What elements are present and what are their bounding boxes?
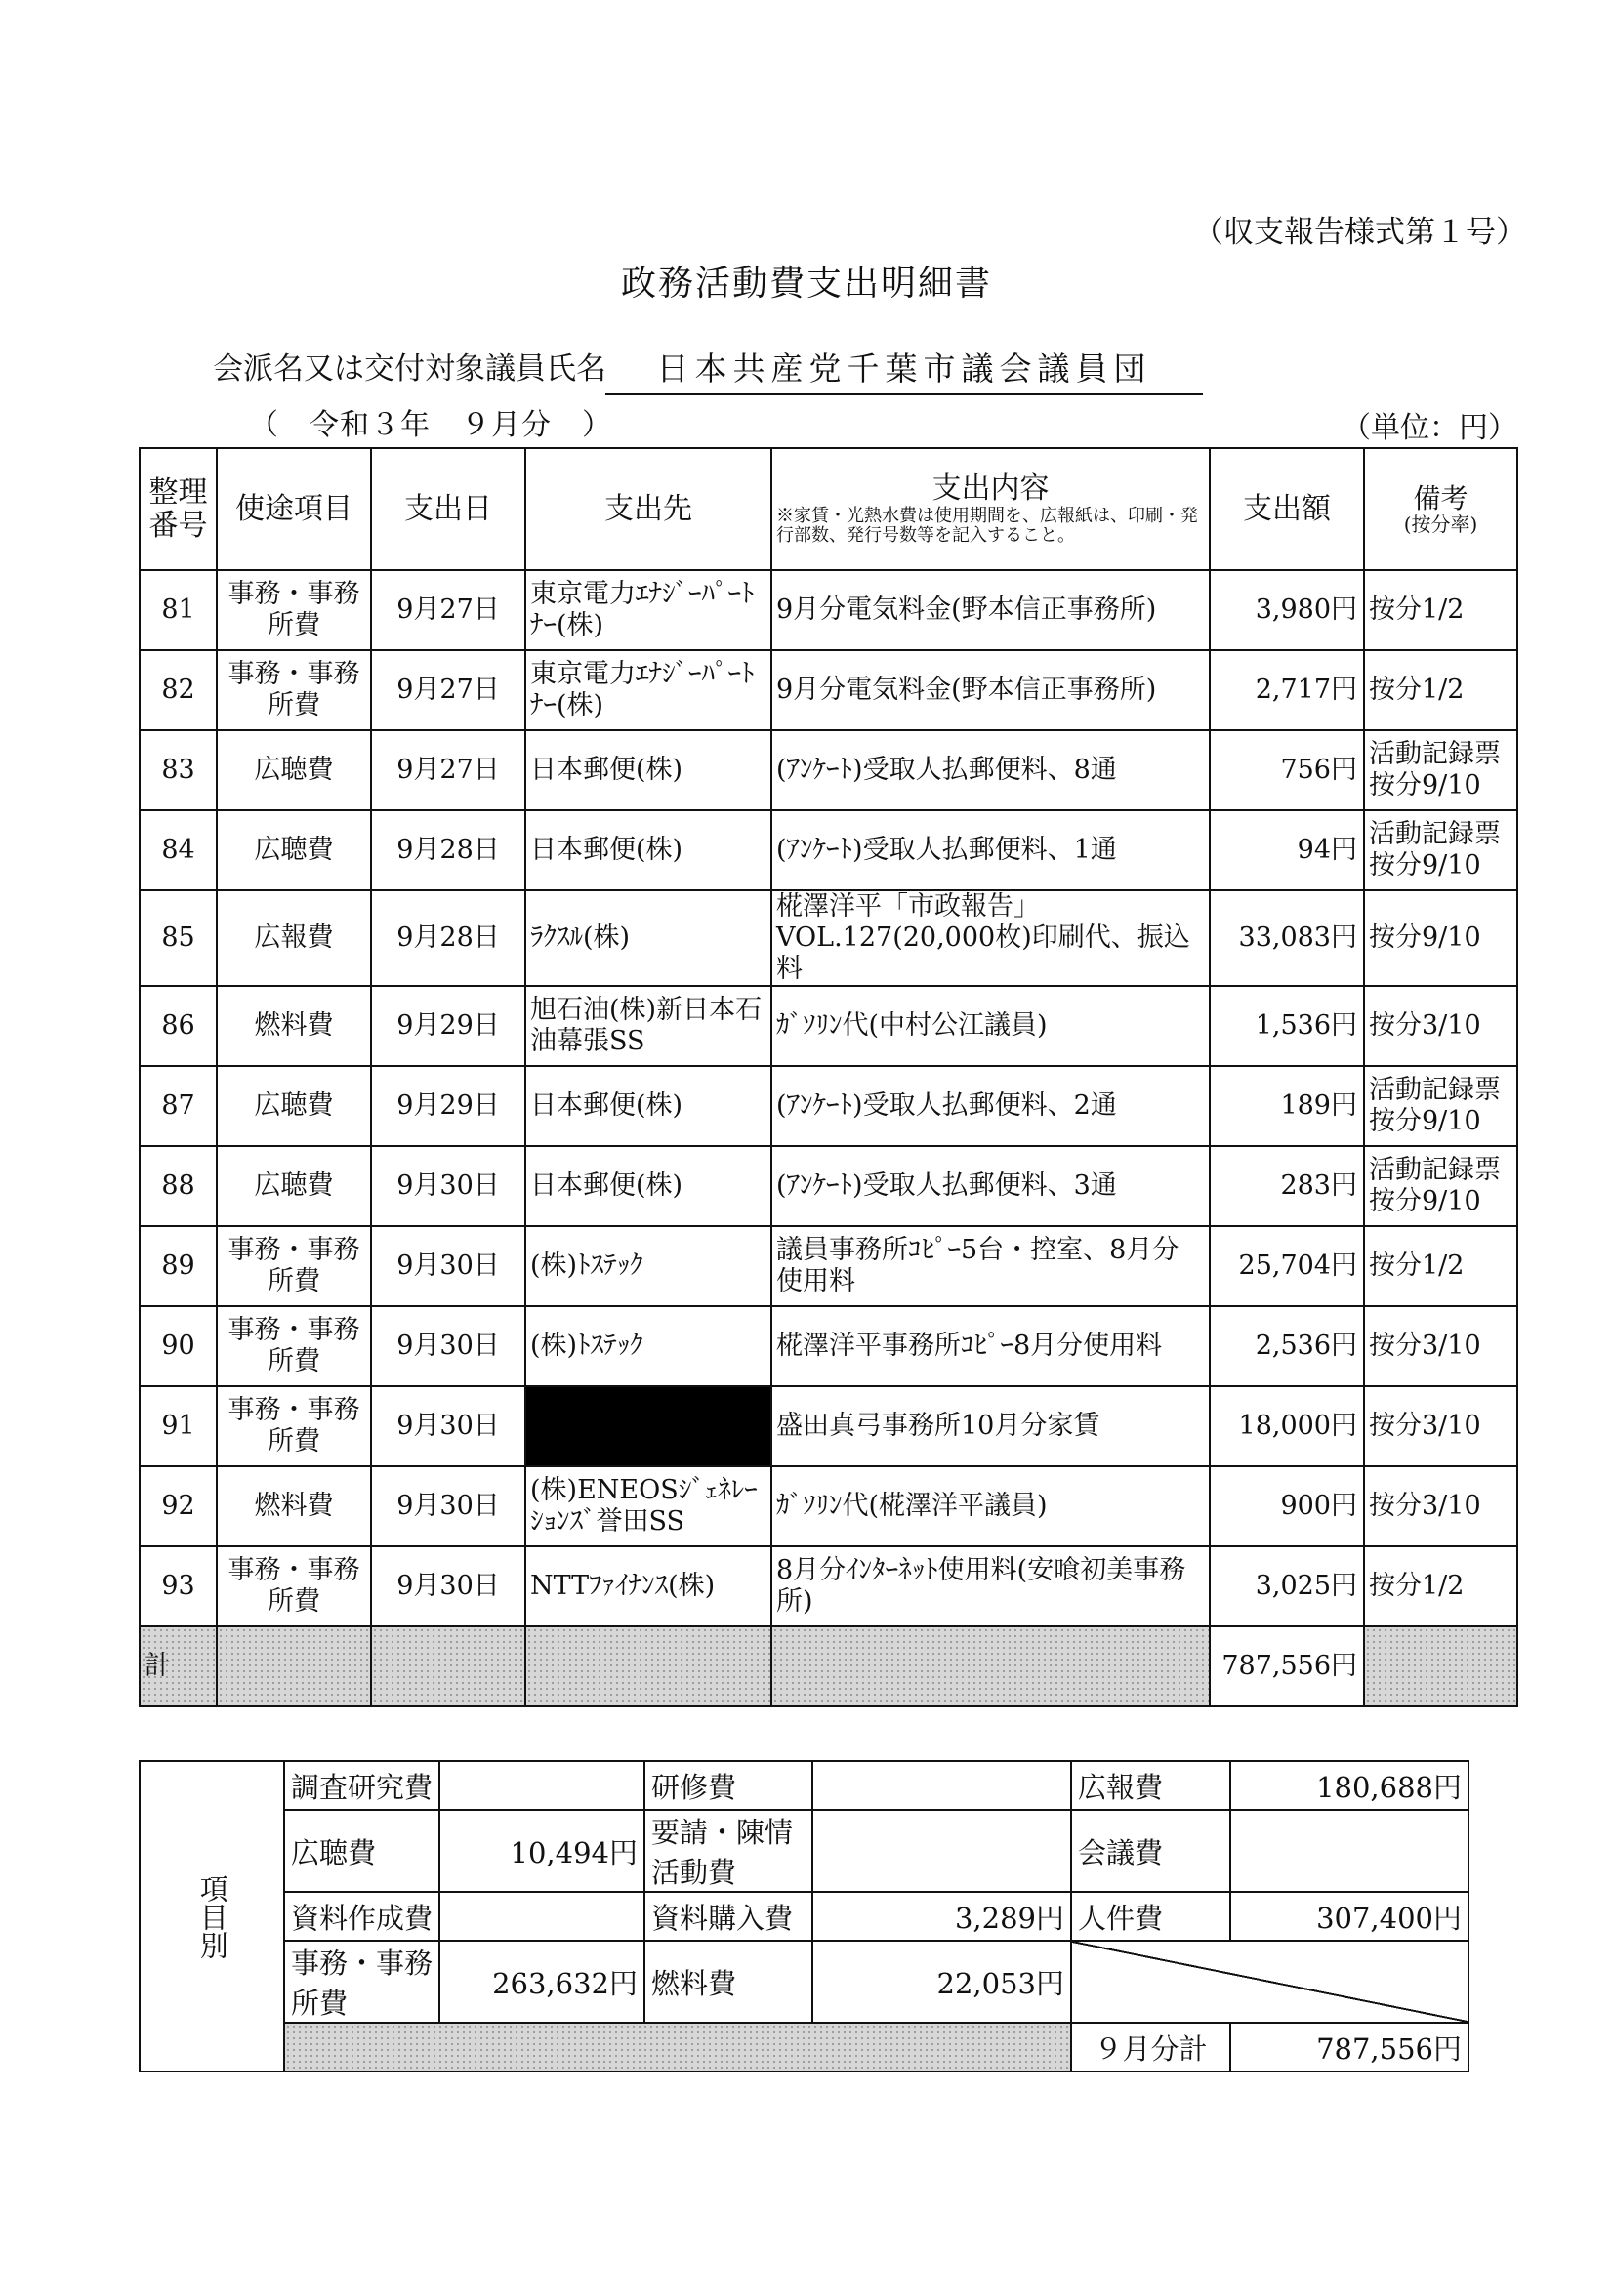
row-content: 9月分電気料金(野本信正事務所) bbox=[771, 650, 1210, 730]
row-payee: (株)ﾄｽﾃｯｸ bbox=[525, 1226, 771, 1306]
table-header-row bbox=[140, 448, 1517, 570]
row-number: 82 bbox=[140, 650, 217, 730]
row-amount: 33,083円 bbox=[1210, 890, 1364, 986]
row-content: 8月分ｲﾝﾀｰﾈｯﾄ使用料(安喰初美事務所) bbox=[771, 1546, 1210, 1626]
row-note: 活動記録票 按分9/10 bbox=[1364, 730, 1517, 810]
header-content bbox=[771, 448, 1210, 570]
summary-label: 研修費 bbox=[644, 1761, 812, 1810]
header-amount: 支出額 bbox=[1210, 448, 1364, 570]
row-amount: 18,000円 bbox=[1210, 1386, 1364, 1466]
table-row bbox=[140, 890, 1517, 986]
row-date: 9月28日 bbox=[371, 810, 525, 890]
row-category: 広聴費 bbox=[217, 1146, 371, 1226]
row-date: 9月27日 bbox=[371, 650, 525, 730]
document-title: 政務活動費支出明細書 bbox=[620, 264, 992, 304]
row-content: ｶﾞｿﾘﾝ代(椛澤洋平議員) bbox=[771, 1466, 1210, 1546]
summary-label: 要請・陳情活動費 bbox=[644, 1810, 812, 1892]
row-amount: 94円 bbox=[1210, 810, 1364, 890]
row-amount: 900円 bbox=[1210, 1466, 1364, 1546]
expenditure-table bbox=[139, 447, 1518, 1707]
row-payee: (株)ENEOSｼﾞｪﾈﾚｰｼｮﾝｽﾞ誉田SS bbox=[525, 1466, 771, 1546]
table-row bbox=[140, 1546, 1517, 1626]
row-note: 按分3/10 bbox=[1364, 1466, 1517, 1546]
table-row bbox=[140, 730, 1517, 810]
group-label: 会派名又は交付対象議員氏名 bbox=[213, 351, 606, 387]
row-note: 活動記録票 按分9/10 bbox=[1364, 810, 1517, 890]
row-content: (ｱﾝｹｰﾄ)受取人払郵便料、1通 bbox=[771, 810, 1210, 890]
table-row bbox=[140, 986, 1517, 1066]
header-date: 支出日 bbox=[371, 448, 525, 570]
summary-value: 180,688円 bbox=[1230, 1761, 1468, 1810]
row-note: 按分1/2 bbox=[1364, 650, 1517, 730]
summary-label: 事務・事務所費 bbox=[284, 1941, 439, 2023]
header-category: 使途項目 bbox=[217, 448, 371, 570]
row-content: 椛澤洋平「市政報告」VOL.127(20,000枚)印刷代、振込料 bbox=[771, 890, 1210, 986]
row-note: 按分3/10 bbox=[1364, 986, 1517, 1066]
row-note: 按分1/2 bbox=[1364, 570, 1517, 650]
summary-value: 22,053円 bbox=[812, 1941, 1071, 2023]
row-category: 広聴費 bbox=[217, 810, 371, 890]
summary-value: 10,494円 bbox=[439, 1810, 644, 1892]
row-date: 9月30日 bbox=[371, 1466, 525, 1546]
row-payee: 東京電力ｴﾅｼﾞｰﾊﾟｰﾄﾅｰ(株) bbox=[525, 650, 771, 730]
row-date: 9月28日 bbox=[371, 890, 525, 986]
row-category: 事務・事務所費 bbox=[217, 570, 371, 650]
row-date: 9月27日 bbox=[371, 570, 525, 650]
summary-value bbox=[812, 1761, 1071, 1810]
row-payee: 日本郵便(株) bbox=[525, 1146, 771, 1226]
row-number: 84 bbox=[140, 810, 217, 890]
table-row bbox=[140, 810, 1517, 890]
row-number: 87 bbox=[140, 1066, 217, 1146]
row-content: (ｱﾝｹｰﾄ)受取人払郵便料、3通 bbox=[771, 1146, 1210, 1226]
row-date: 9月29日 bbox=[371, 986, 525, 1066]
summary-value bbox=[1230, 1810, 1468, 1892]
row-amount: 283円 bbox=[1210, 1146, 1364, 1226]
summary-label: 調査研究費 bbox=[284, 1761, 439, 1810]
header-remarks-note: (按分率) bbox=[1403, 512, 1478, 536]
group-name: 日本共産党千葉市議会議員団 bbox=[605, 344, 1203, 395]
header-remarks-label: 備考 bbox=[1413, 481, 1468, 514]
row-number: 89 bbox=[140, 1226, 217, 1306]
row-category: 広聴費 bbox=[217, 1066, 371, 1146]
row-payee: 日本郵便(株) bbox=[525, 810, 771, 890]
table-row bbox=[140, 570, 1517, 650]
row-note: 按分1/2 bbox=[1364, 1546, 1517, 1626]
row-payee: 日本郵便(株) bbox=[525, 730, 771, 810]
shaded-cell bbox=[371, 1626, 525, 1706]
row-note: 按分1/2 bbox=[1364, 1226, 1517, 1306]
header-payee: 支出先 bbox=[525, 448, 771, 570]
shaded-cell bbox=[525, 1626, 771, 1706]
row-category: 燃料費 bbox=[217, 1466, 371, 1546]
row-amount: 2,536円 bbox=[1210, 1306, 1364, 1386]
category-summary-table bbox=[139, 1760, 1469, 2072]
summary-value: 3,289円 bbox=[812, 1892, 1071, 1941]
month-total-label: ９月分計 bbox=[1071, 2023, 1230, 2071]
row-date: 9月30日 bbox=[371, 1146, 525, 1226]
row-date: 9月29日 bbox=[371, 1066, 525, 1146]
row-content: (ｱﾝｹｰﾄ)受取人払郵便料、2通 bbox=[771, 1066, 1210, 1146]
summary-value bbox=[812, 1810, 1071, 1892]
row-number: 90 bbox=[140, 1306, 217, 1386]
row-category: 広報費 bbox=[217, 890, 371, 986]
summary-label: 人件費 bbox=[1071, 1892, 1230, 1941]
table-row bbox=[140, 1386, 1517, 1466]
table-row bbox=[140, 1146, 1517, 1226]
unit-label: （単位：円） bbox=[1342, 411, 1517, 445]
summary-value: 263,632円 bbox=[439, 1941, 644, 2023]
row-category: 事務・事務所費 bbox=[217, 650, 371, 730]
summary-label: 燃料費 bbox=[644, 1941, 812, 2023]
row-content: 椛澤洋平事務所ｺﾋﾟｰ8月分使用料 bbox=[771, 1306, 1210, 1386]
row-category: 広聴費 bbox=[217, 730, 371, 810]
summary-label: 資料購入費 bbox=[644, 1892, 812, 1941]
side-label: 項目別 bbox=[140, 1761, 284, 2071]
row-category: 事務・事務所費 bbox=[217, 1386, 371, 1466]
row-amount: 756円 bbox=[1210, 730, 1364, 810]
summary-row bbox=[140, 1941, 1468, 2023]
redacted-payee bbox=[525, 1386, 771, 1466]
summary-value bbox=[439, 1761, 644, 1810]
row-note: 按分3/10 bbox=[1364, 1306, 1517, 1386]
row-date: 9月30日 bbox=[371, 1306, 525, 1386]
row-content: (ｱﾝｹｰﾄ)受取人払郵便料、8通 bbox=[771, 730, 1210, 810]
summary-row bbox=[140, 1761, 1468, 1810]
row-number: 81 bbox=[140, 570, 217, 650]
row-category: 事務・事務所費 bbox=[217, 1226, 371, 1306]
row-number: 92 bbox=[140, 1466, 217, 1546]
row-content: 議員事務所ｺﾋﾟｰ5台・控室、8月分使用料 bbox=[771, 1226, 1210, 1306]
row-category: 事務・事務所費 bbox=[217, 1306, 371, 1386]
row-date: 9月30日 bbox=[371, 1386, 525, 1466]
shaded-cell bbox=[1364, 1626, 1517, 1706]
header-content-note: ※家賃・光熱水費は使用期間を、広報紙は、印刷・発行部数、発行号数等を記入すること。 bbox=[776, 506, 1198, 547]
row-date: 9月30日 bbox=[371, 1546, 525, 1626]
summary-total-row bbox=[140, 2023, 1468, 2071]
shaded-cell bbox=[217, 1626, 371, 1706]
row-category: 事務・事務所費 bbox=[217, 1546, 371, 1626]
row-date: 9月27日 bbox=[371, 730, 525, 810]
row-content: 盛田真弓事務所10月分家賃 bbox=[771, 1386, 1210, 1466]
table-row bbox=[140, 1466, 1517, 1546]
row-note: 按分3/10 bbox=[1364, 1386, 1517, 1466]
row-payee: NTTﾌｧｲﾅﾝｽ(株) bbox=[525, 1546, 771, 1626]
summary-label: 会議費 bbox=[1071, 1810, 1230, 1892]
row-payee: 日本郵便(株) bbox=[525, 1066, 771, 1146]
summary-value: 307,400円 bbox=[1230, 1892, 1468, 1941]
summary-row bbox=[140, 1810, 1468, 1892]
row-amount: 2,717円 bbox=[1210, 650, 1364, 730]
row-payee: ﾗｸｽﾙ(株) bbox=[525, 890, 771, 986]
shaded-cell bbox=[284, 2023, 1071, 2071]
row-content: ｶﾞｿﾘﾝ代(中村公江議員) bbox=[771, 986, 1210, 1066]
row-amount: 3,980円 bbox=[1210, 570, 1364, 650]
row-payee: 旭石油(株)新日本石油幕張SS bbox=[525, 986, 771, 1066]
row-payee: (株)ﾄｽﾃｯｸ bbox=[525, 1306, 771, 1386]
row-number: 86 bbox=[140, 986, 217, 1066]
total-row bbox=[140, 1626, 1517, 1706]
header-remarks bbox=[1364, 448, 1517, 570]
table-row bbox=[140, 1226, 1517, 1306]
table-row bbox=[140, 650, 1517, 730]
table-row bbox=[140, 1066, 1517, 1146]
shaded-cell bbox=[771, 1626, 1210, 1706]
form-number: （収支報告様式第１号） bbox=[1193, 215, 1526, 250]
row-amount: 25,704円 bbox=[1210, 1226, 1364, 1306]
month-total-value: 787,556円 bbox=[1230, 2023, 1468, 2071]
row-amount: 1,536円 bbox=[1210, 986, 1364, 1066]
row-note: 活動記録票 按分9/10 bbox=[1364, 1146, 1517, 1226]
row-note: 按分9/10 bbox=[1364, 890, 1517, 986]
row-number: 93 bbox=[140, 1546, 217, 1626]
row-number: 85 bbox=[140, 890, 217, 986]
row-category: 燃料費 bbox=[217, 986, 371, 1066]
row-date: 9月30日 bbox=[371, 1226, 525, 1306]
period: （ 令和３年 ９月分 ） bbox=[249, 408, 612, 442]
summary-label: 広聴費 bbox=[284, 1810, 439, 1892]
summary-row bbox=[140, 1892, 1468, 1941]
row-number: 88 bbox=[140, 1146, 217, 1226]
row-amount: 3,025円 bbox=[1210, 1546, 1364, 1626]
total-amount: 787,556円 bbox=[1210, 1626, 1364, 1706]
header-number: 整理番号 bbox=[140, 448, 217, 570]
diagonal-empty-cell bbox=[1071, 1941, 1468, 2023]
row-payee: 東京電力ｴﾅｼﾞｰﾊﾟｰﾄﾅｰ(株) bbox=[525, 570, 771, 650]
total-label: 計 bbox=[140, 1626, 217, 1706]
row-number: 91 bbox=[140, 1386, 217, 1466]
header-content-label: 支出内容 bbox=[931, 471, 1050, 506]
row-note: 活動記録票 按分9/10 bbox=[1364, 1066, 1517, 1146]
row-number: 83 bbox=[140, 730, 217, 810]
table-row bbox=[140, 1306, 1517, 1386]
summary-label: 資料作成費 bbox=[284, 1892, 439, 1941]
summary-value bbox=[439, 1892, 644, 1941]
row-content: 9月分電気料金(野本信正事務所) bbox=[771, 570, 1210, 650]
summary-label: 広報費 bbox=[1071, 1761, 1230, 1810]
row-amount: 189円 bbox=[1210, 1066, 1364, 1146]
